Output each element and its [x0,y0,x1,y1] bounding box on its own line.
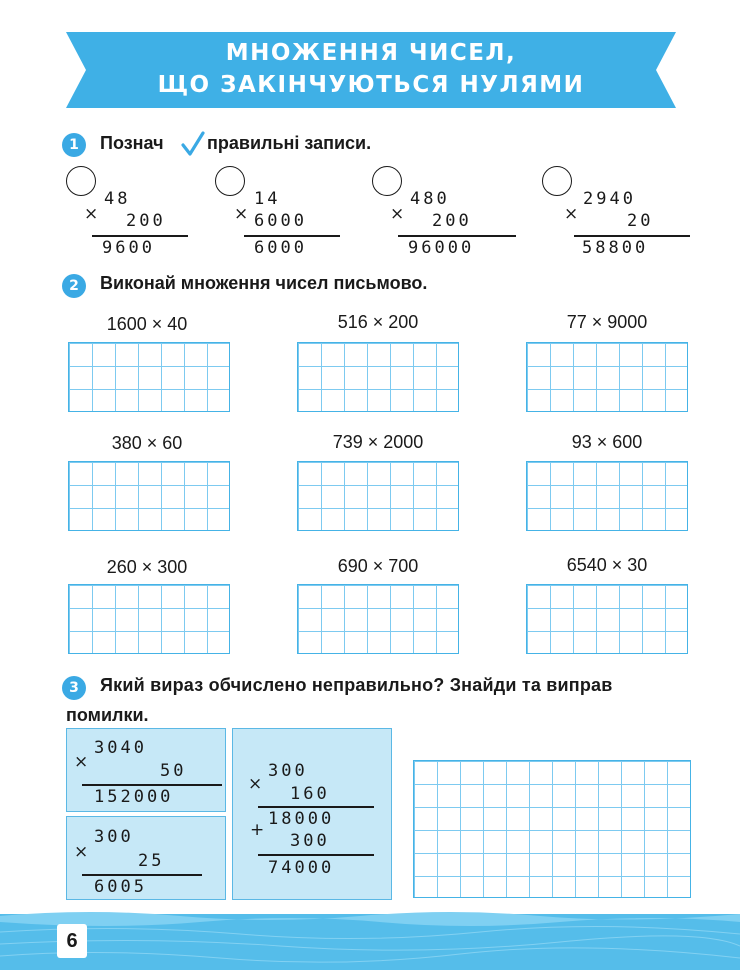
page-number: 6 [57,924,87,958]
answer-grid-1[interactable] [68,342,230,412]
factor-a: 300 [94,827,134,847]
answer-circle-1[interactable] [66,166,96,196]
task-3-text-line-1: Який вираз обчислено неправильно? Знайди та виправ [100,675,613,695]
product: 152000 [94,787,174,807]
factor-a: 480 [410,189,450,209]
product: 58800 [582,238,649,258]
plus-sign: + [250,820,265,840]
multiply-sign: × [74,752,89,772]
expression-3: 77 × 9000 [566,312,648,332]
task-3-number: 3 [62,676,86,700]
factor-a: 3040 [94,738,147,758]
answer-grid-3[interactable] [526,342,688,412]
expression-7: 260 × 300 [106,557,188,577]
answer-grid-7[interactable] [68,584,230,654]
partial-product-1: 18000 [268,809,335,829]
product: 96000 [408,238,475,258]
expression-9: 6540 × 30 [566,555,648,575]
page-title-line-1: МНОЖЕННЯ ЧИСЕЛ, [225,40,517,66]
product: 9600 [102,238,155,258]
answer-grid-6[interactable] [526,461,688,531]
expression-8: 690 × 700 [337,556,419,576]
checkmark-icon [181,131,205,157]
factor-a: 2940 [583,189,636,209]
partial-product-2: 300 [290,831,330,851]
factor-b: 20 [627,211,654,231]
factor-b: 50 [160,761,187,781]
multiply-sign: × [84,204,99,224]
answer-grid-5[interactable] [297,461,459,531]
task-1-text-before: Познач [100,133,164,153]
multiply-sign: × [390,204,405,224]
factor-a: 48 [104,189,131,209]
answer-circle-4[interactable] [542,166,572,196]
answer-circle-2[interactable] [215,166,245,196]
expression-4: 380 × 60 [111,433,183,453]
expression-5: 739 × 2000 [332,432,424,452]
answer-grid-9[interactable] [526,584,688,654]
task-3-text-line-2: помилки. [66,705,149,725]
factor-b: 200 [126,211,166,231]
product: 6000 [254,238,307,258]
answer-grid-8[interactable] [297,584,459,654]
factor-a: 300 [268,761,308,781]
title-banner [66,32,676,108]
product: 6005 [94,877,147,897]
multiply-sign: × [248,774,263,794]
page-title-line-2: ЩО ЗАКІНЧУЮТЬСЯ НУЛЯМИ [157,72,585,98]
multiply-sign: × [234,204,249,224]
answer-grid-4[interactable] [68,461,230,531]
expression-6: 93 × 600 [571,432,643,452]
task-3-answer-grid[interactable] [413,760,691,898]
multiply-sign: × [564,204,579,224]
factor-b: 25 [138,851,165,871]
footer-wave [0,908,740,970]
factor-b: 200 [432,211,472,231]
task-2-text: Виконай множення чисел письмово. [100,273,428,293]
task-1-number: 1 [62,133,86,157]
multiply-sign: × [74,842,89,862]
expression-1: 1600 × 40 [106,314,188,334]
expression-2: 516 × 200 [337,312,419,332]
answer-circle-3[interactable] [372,166,402,196]
factor-a: 14 [254,189,281,209]
product: 74000 [268,858,335,878]
answer-grid-2[interactable] [297,342,459,412]
factor-b: 6000 [254,211,307,231]
factor-b: 160 [290,784,330,804]
task-2-number: 2 [62,274,86,298]
task-1-text-after: правильні записи. [207,133,372,153]
